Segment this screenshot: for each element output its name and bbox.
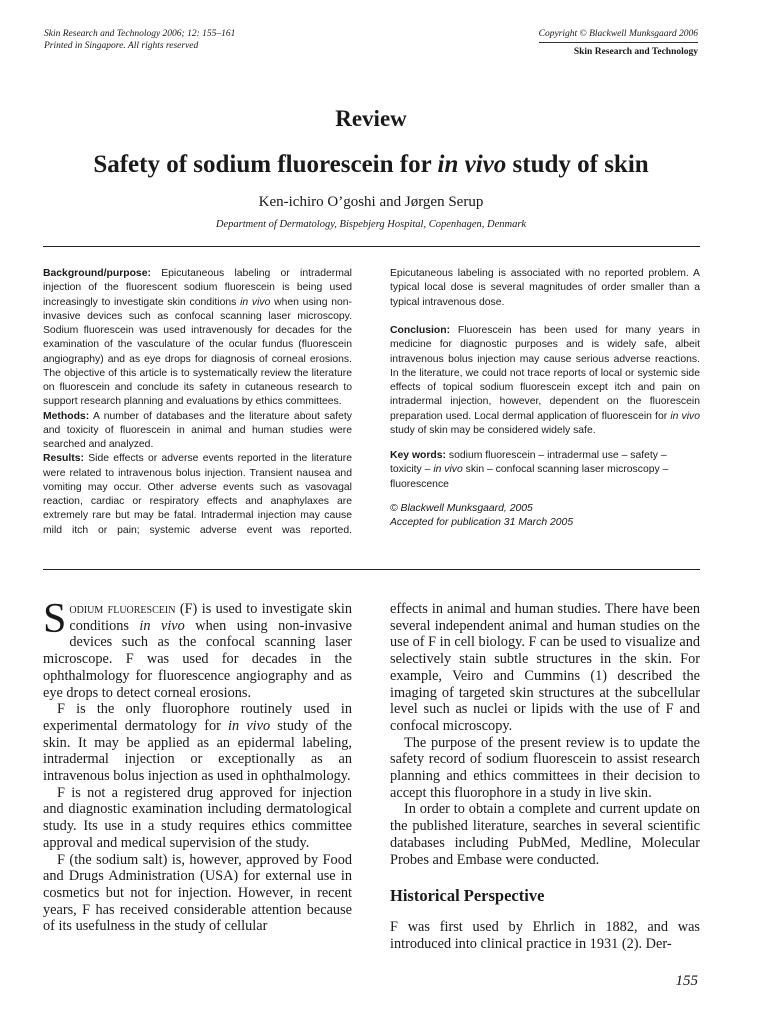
p2-text-2: study of the skin. It may be applied as an epidermal labeling, intradermal injection or exceptionally as an intravenous bolus injection as used in ophthalmology. <box>43 717 352 785</box>
journal-ref-line-1: Skin Research and Technology 2006; 12: 155–161 <box>44 29 236 39</box>
drop-cap: S <box>43 596 67 642</box>
journal-reference <box>44 28 235 52</box>
body-left-column <box>43 596 352 935</box>
results-text-continued: Epicutaneous labeling is associated with no reported problem. A typical local dose is several magnitudes of order smaller than a typical intravenous dose. <box>390 268 700 308</box>
p1-text-1: (F) is used to investigate skin conditions <box>69 601 352 634</box>
body-paragraph-4: F (the sodium salt) is, however, approved by Food and Drugs Administration (USA) for external use in cosmetics but not for injection. However, in recent years, F has received considerable attention because of its usefulness in the study of cellular <box>43 851 352 935</box>
body-paragraph-7: In order to obtain a complete and current update on the published literature, searches in several scientific databases including PubMed, Medline, Molecular Probes and Embase were conducted. <box>390 801 700 868</box>
journal-header-right <box>539 28 698 58</box>
p2-text-1: F is the only fluorophore routinely used in experimental dermatology for <box>43 701 352 734</box>
conclusion-text-2: study of skin may be considered widely safe. <box>390 424 596 436</box>
abstract-conclusion <box>390 324 700 438</box>
abstract-methods <box>43 410 352 453</box>
body-paragraph-2 <box>43 701 352 785</box>
p1-italic: in vivo <box>139 617 185 634</box>
article-type: Review <box>335 106 407 131</box>
abstract-results <box>43 452 352 537</box>
intro-small-caps: odium fluorescein <box>69 601 176 617</box>
keywords-label: Key words: <box>390 450 447 461</box>
keywords-text-1: sodium fluorescein – intradermal use – safety – toxicity – <box>390 450 667 476</box>
p1-text-2: when using non-invasive devices such as the confocal scanning laser microscope. F was used for decades in the ophthalmology for fluorescence angiography and as eye drops to detect corneal erosions. <box>43 617 352 701</box>
methods-text: A number of databases and the literature about safety and toxicity of fluorescein in animal and human studies were searched and analyzed. <box>43 410 352 450</box>
authors: Ken-ichiro O’goshi and Jørgen Serup <box>258 194 484 210</box>
copyright-notice: Copyright © Blackwell Munksgaard 2006 <box>538 29 698 39</box>
abstract-copyright: © Blackwell Munksgaard, 2005 <box>390 502 533 514</box>
conclusion-italic: in vivo <box>670 410 701 422</box>
accepted-date: Accepted for publication 31 March 2005 <box>390 517 574 528</box>
abstract-keywords <box>390 449 700 492</box>
body-paragraph-8: F was first used by Ehrlich in 1882, and was introduced into clinical practice in 1931 (2). Der- <box>390 918 700 952</box>
body-paragraph-6: The purpose of the present review is to update the safety record of sodium fluorescein to assist research planning and ethics committees in their decision to accept this fluorophore in a study in live skin. <box>390 734 700 801</box>
abstract-top-rule <box>43 246 700 247</box>
abstract-right-column <box>390 267 700 530</box>
title-italic: in vivo <box>437 151 507 178</box>
results-label: Results: <box>43 453 84 465</box>
section-heading: Historical Perspective <box>390 886 545 906</box>
body-paragraph-3: F is not a registered drug approved for injection and diagnostic examination including dermatological study. Its use in a study requires ethics committee approval and medical supervision of the study. <box>43 784 352 851</box>
results-continued <box>390 267 700 324</box>
body-right-column <box>390 601 700 952</box>
journal-name: Skin Research and Technology <box>539 42 698 58</box>
title-text-2: study of skin <box>506 151 649 178</box>
page-number: 155 <box>675 973 698 989</box>
methods-label: Methods: <box>43 410 90 422</box>
background-label: Background/purpose: <box>43 268 151 279</box>
conclusion-text-1: Fluorescein has been used for many years in medicine for diagnostic purposes and is widely safe, albeit intravenous bolus injection may cause serious adverse reactions. In the literature, we could not trace reports of local or systemic side effects of topical sodium fluorescein except itch and pain on intradermal injection, however, dependent on the fluorescein preparation used. Local dermal application of fluorescein for <box>390 325 700 422</box>
results-continued-text <box>390 267 700 310</box>
body-paragraph-1 <box>43 596 352 701</box>
body-paragraph-5: effects in animal and human studies. There have been several independent animal and human studies on the use of F in cell biology. F can be used to visualize and selectively stain subtle structures in the skin. For example, Veiro and Cummins (1) described the imaging of targeted skin structures at the subcellular level such as nuclei or lipids with the use of F and confocal microscopy. <box>390 601 700 734</box>
title-text-1: Safety of sodium fluorescein for <box>93 151 438 178</box>
abstract-bottom-rule <box>43 569 700 570</box>
journal-ref-line-2: Printed in Singapore. All rights reserved <box>44 41 199 51</box>
article-title <box>0 151 742 179</box>
p2-italic: in vivo <box>228 717 271 734</box>
keywords-italic: in vivo <box>433 464 463 476</box>
abstract-left-column <box>43 267 352 537</box>
affiliation: Department of Dermatology, Bispebjerg Hospital, Copenhagen, Denmark <box>215 219 527 230</box>
background-text-1: Epicutaneous labeling or intradermal injection of the fluorescent sodium fluorescein is being used increasingly to investigate skin conditions <box>43 268 352 308</box>
conclusion-label: Conclusion: <box>390 325 451 336</box>
results-text: Side effects or adverse events reported in the literature were related to intravenous bolus injection. Transient nausea and vomiting may occur. Other adverse events such as vasovagal reaction, cardiac or respiratory effects and anaphylaxes are extremely rare but may be fatal. Intradermal injection may cause mild itch or pain; systemic adverse event was reported. <box>43 453 352 536</box>
keywords-text-2: skin – confocal scanning laser microscopy – fluorescence <box>390 464 669 490</box>
background-italic: in vivo <box>240 296 271 308</box>
background-text-2: when using non-invasive devices such as confocal scanning laser microscopy. Sodium fluorescein was used intravenously for decades for the examination of the vasculature of the ocular fundus (fluorescein angiography) and as eye drops for diagnosis of corneal erosions. The objective of this article is to systematically review the literature on fluorescein and conclude its safety in cutaneous research to support research planning and evaluations by ethics committees. <box>43 296 353 408</box>
abstract-background <box>43 267 352 410</box>
